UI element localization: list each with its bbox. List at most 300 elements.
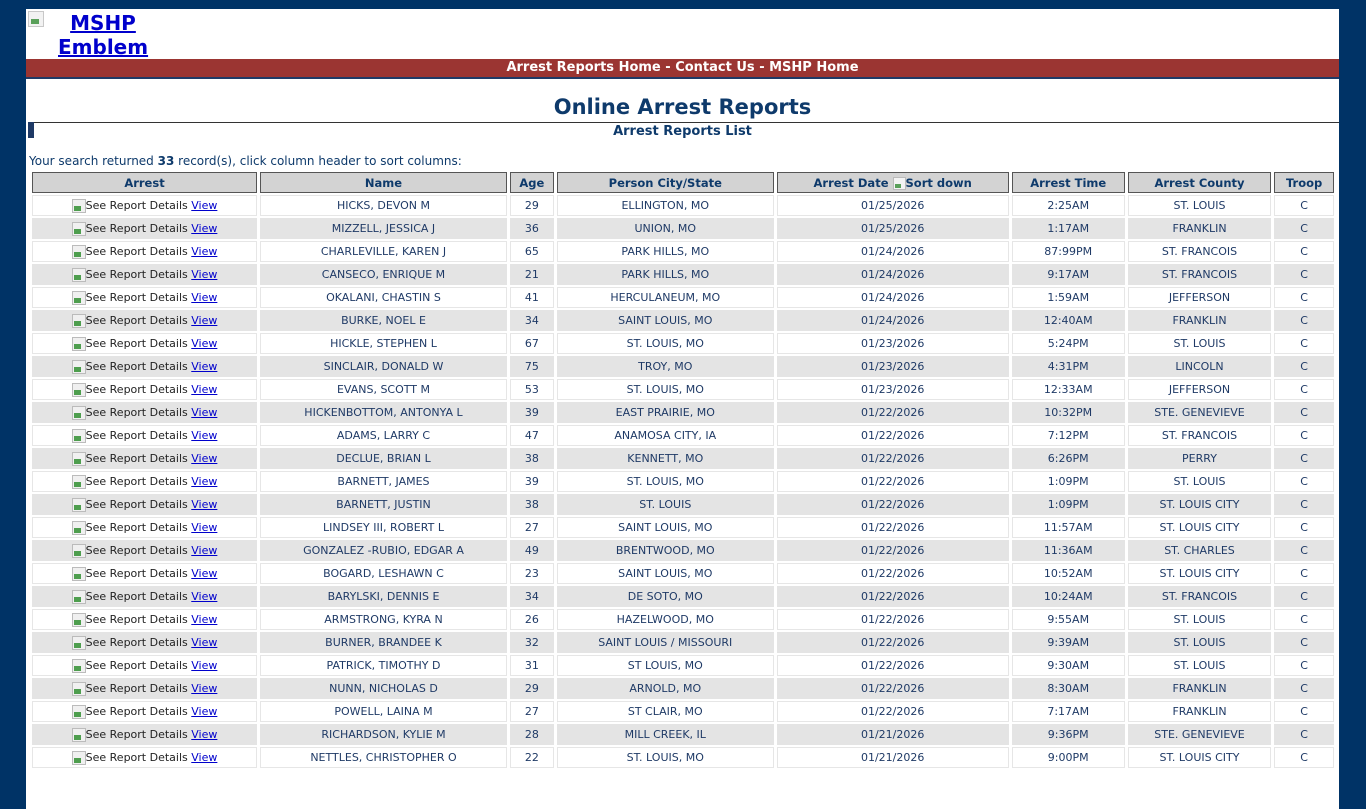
arrest-time-cell: 9:55AM xyxy=(1012,609,1125,630)
report-details-alt-text: See Report Details xyxy=(85,704,188,718)
arrest-time-cell: 5:24PM xyxy=(1012,333,1125,354)
name-cell: PATRICK, TIMOTHY D xyxy=(260,655,507,676)
name-cell: ARMSTRONG, KYRA N xyxy=(260,609,507,630)
age-cell: 32 xyxy=(510,632,554,653)
table-row xyxy=(32,517,1334,538)
arrest-date-cell: 01/23/2026 xyxy=(777,356,1009,377)
view-report-link[interactable]: View xyxy=(191,543,218,557)
arrest-time-cell: 9:30AM xyxy=(1012,655,1125,676)
age-cell: 65 xyxy=(510,241,554,262)
arrest-time-cell: 10:24AM xyxy=(1012,586,1125,607)
arrest-cell xyxy=(32,678,257,699)
report-details-alt-text: See Report Details xyxy=(85,290,188,304)
troop-cell: C xyxy=(1274,747,1334,768)
table-row xyxy=(32,333,1334,354)
age-cell: 31 xyxy=(510,655,554,676)
nav-mshp-home[interactable]: MSHP Home xyxy=(769,60,859,75)
table-row xyxy=(32,586,1334,607)
top-nav-bar xyxy=(26,59,1339,79)
view-report-link[interactable]: View xyxy=(191,589,218,603)
name-cell: BARNETT, JAMES xyxy=(260,471,507,492)
troop-cell: C xyxy=(1274,494,1334,515)
age-cell: 29 xyxy=(510,195,554,216)
broken-image-icon xyxy=(28,11,44,27)
table-row xyxy=(32,195,1334,216)
column-header-arrest-county[interactable]: Arrest County xyxy=(1128,172,1271,193)
report-details-icon xyxy=(72,475,86,489)
arrest-cell xyxy=(32,540,257,561)
arrest-cell xyxy=(32,655,257,676)
report-details-icon xyxy=(72,337,86,351)
report-details-icon xyxy=(72,429,86,443)
troop-cell: C xyxy=(1274,333,1334,354)
age-cell: 29 xyxy=(510,678,554,699)
view-report-link[interactable]: View xyxy=(191,658,218,672)
column-header-arrest-date[interactable] xyxy=(777,172,1009,193)
name-cell: BURKE, NOEL E xyxy=(260,310,507,331)
sort-down-icon xyxy=(893,177,906,190)
city-state-cell: ST CLAIR, MO xyxy=(557,701,774,722)
report-details-icon xyxy=(72,567,86,581)
age-cell: 27 xyxy=(510,701,554,722)
arrest-county-cell: ST. LOUIS xyxy=(1128,195,1271,216)
name-cell: SINCLAIR, DONALD W xyxy=(260,356,507,377)
report-details-alt-text: See Report Details xyxy=(85,451,188,465)
view-report-link[interactable]: View xyxy=(191,313,218,327)
arrest-date-cell: 01/22/2026 xyxy=(777,678,1009,699)
arrest-cell xyxy=(32,195,257,216)
report-details-alt-text: See Report Details xyxy=(85,727,188,741)
arrest-county-cell: ST. LOUIS CITY xyxy=(1128,747,1271,768)
arrest-time-cell: 4:31PM xyxy=(1012,356,1125,377)
arrest-cell xyxy=(32,218,257,239)
name-cell: LINDSEY III, ROBERT L xyxy=(260,517,507,538)
age-cell: 67 xyxy=(510,333,554,354)
arrest-time-cell: 7:12PM xyxy=(1012,425,1125,446)
arrest-date-cell: 01/24/2026 xyxy=(777,241,1009,262)
arrest-county-cell: ST. FRANCOIS xyxy=(1128,264,1271,285)
report-details-icon xyxy=(72,590,86,604)
record-count: 33 xyxy=(157,154,175,168)
arrest-county-cell: JEFFERSON xyxy=(1128,379,1271,400)
view-report-link[interactable]: View xyxy=(191,497,218,511)
table-row xyxy=(32,655,1334,676)
age-cell: 26 xyxy=(510,609,554,630)
arrest-county-cell: LINCOLN xyxy=(1128,356,1271,377)
arrest-county-cell: PERRY xyxy=(1128,448,1271,469)
report-details-alt-text: See Report Details xyxy=(85,382,188,396)
troop-cell: C xyxy=(1274,632,1334,653)
arrest-cell xyxy=(32,701,257,722)
report-details-icon xyxy=(72,268,86,282)
age-cell: 23 xyxy=(510,563,554,584)
arrest-county-cell: ST. LOUIS xyxy=(1128,655,1271,676)
arrest-cell xyxy=(32,425,257,446)
report-details-icon xyxy=(72,682,86,696)
table-body xyxy=(32,195,1334,768)
view-report-link[interactable]: View xyxy=(191,359,218,373)
arrest-county-cell: ST. LOUIS CITY xyxy=(1128,563,1271,584)
report-details-alt-text: See Report Details xyxy=(85,566,188,580)
report-details-icon xyxy=(72,199,86,213)
arrest-date-cell: 01/22/2026 xyxy=(777,471,1009,492)
column-header-troop[interactable]: Troop xyxy=(1274,172,1334,193)
arrest-time-cell: 8:30AM xyxy=(1012,678,1125,699)
name-cell: NETTLES, CHRISTOPHER O xyxy=(260,747,507,768)
view-report-link[interactable]: View xyxy=(191,520,218,534)
name-cell: MIZZELL, JESSICA J xyxy=(260,218,507,239)
report-details-alt-text: See Report Details xyxy=(85,750,188,764)
city-state-cell: ANAMOSA CITY, IA xyxy=(557,425,774,446)
view-report-link[interactable]: View xyxy=(191,612,218,626)
city-state-cell: DE SOTO, MO xyxy=(557,586,774,607)
age-cell: 34 xyxy=(510,586,554,607)
name-cell: BOGARD, LESHAWN C xyxy=(260,563,507,584)
arrest-date-cell: 01/22/2026 xyxy=(777,494,1009,515)
arrest-time-cell: 6:26PM xyxy=(1012,448,1125,469)
age-cell: 39 xyxy=(510,471,554,492)
page-title: Online Arrest Reports xyxy=(553,95,812,119)
table-row xyxy=(32,264,1334,285)
age-cell: 22 xyxy=(510,747,554,768)
nav-contact-us[interactable]: Contact Us xyxy=(675,60,755,75)
arrest-cell xyxy=(32,724,257,745)
arrest-cell xyxy=(32,632,257,653)
report-details-alt-text: See Report Details xyxy=(85,336,188,350)
city-state-cell: ST. LOUIS, MO xyxy=(557,379,774,400)
table-row xyxy=(32,402,1334,423)
arrest-date-cell: 01/22/2026 xyxy=(777,448,1009,469)
city-state-cell: UNION, MO xyxy=(557,218,774,239)
report-details-icon xyxy=(72,544,86,558)
arrest-date-cell: 01/22/2026 xyxy=(777,632,1009,653)
arrest-county-cell: ST. CHARLES xyxy=(1128,540,1271,561)
view-report-link[interactable]: View xyxy=(191,244,218,258)
view-report-link[interactable]: View xyxy=(191,474,218,488)
arrest-county-cell: ST. LOUIS xyxy=(1128,632,1271,653)
table-row xyxy=(32,287,1334,308)
arrest-time-cell: 87:99PM xyxy=(1012,241,1125,262)
table-row xyxy=(32,540,1334,561)
arrest-county-cell: JEFFERSON xyxy=(1128,287,1271,308)
arrest-cell xyxy=(32,241,257,262)
arrest-cell xyxy=(32,517,257,538)
table-row xyxy=(32,747,1334,768)
age-cell: 27 xyxy=(510,517,554,538)
troop-cell: C xyxy=(1274,540,1334,561)
troop-cell: C xyxy=(1274,287,1334,308)
arrest-county-cell: ST. FRANCOIS xyxy=(1128,586,1271,607)
name-cell: BARYLSKI, DENNIS E xyxy=(260,586,507,607)
troop-cell: C xyxy=(1274,402,1334,423)
table-header-row xyxy=(32,172,1334,193)
view-report-link[interactable]: View xyxy=(191,451,218,465)
arrest-county-cell: FRANKLIN xyxy=(1128,678,1271,699)
arrest-time-cell: 1:17AM xyxy=(1012,218,1125,239)
view-report-link[interactable]: View xyxy=(191,405,218,419)
report-details-alt-text: See Report Details xyxy=(85,635,188,649)
city-state-cell: HERCULANEUM, MO xyxy=(557,287,774,308)
table-row xyxy=(32,701,1334,722)
name-cell: POWELL, LAINA M xyxy=(260,701,507,722)
city-state-cell: BRENTWOOD, MO xyxy=(557,540,774,561)
report-details-icon xyxy=(72,521,86,535)
name-cell: HICKLE, STEPHEN L xyxy=(260,333,507,354)
city-state-cell: SAINT LOUIS, MO xyxy=(557,310,774,331)
view-report-link[interactable]: View xyxy=(191,635,218,649)
troop-cell: C xyxy=(1274,264,1334,285)
summary-suffix: record(s), click column header to sort columns: xyxy=(174,154,462,168)
report-details-alt-text: See Report Details xyxy=(85,428,188,442)
report-details-alt-text: See Report Details xyxy=(85,474,188,488)
report-details-alt-text: See Report Details xyxy=(85,359,188,373)
age-cell: 53 xyxy=(510,379,554,400)
table-row xyxy=(32,678,1334,699)
city-state-cell: ST. LOUIS xyxy=(557,494,774,515)
column-header-arrest-time[interactable]: Arrest Time xyxy=(1012,172,1125,193)
report-details-icon xyxy=(72,613,86,627)
age-cell: 38 xyxy=(510,448,554,469)
table-row xyxy=(32,379,1334,400)
view-report-link[interactable]: View xyxy=(191,290,218,304)
arrest-cell xyxy=(32,747,257,768)
table-row xyxy=(32,724,1334,745)
arrest-time-cell: 9:00PM xyxy=(1012,747,1125,768)
name-cell: CHARLEVILLE, KAREN J xyxy=(260,241,507,262)
report-details-alt-text: See Report Details xyxy=(85,543,188,557)
troop-cell: C xyxy=(1274,379,1334,400)
arrest-county-cell: STE. GENEVIEVE xyxy=(1128,724,1271,745)
table-row xyxy=(32,563,1334,584)
arrest-time-cell: 2:25AM xyxy=(1012,195,1125,216)
troop-cell: C xyxy=(1274,655,1334,676)
table-row xyxy=(32,356,1334,377)
arrest-date-cell: 01/22/2026 xyxy=(777,402,1009,423)
name-cell: BARNETT, JUSTIN xyxy=(260,494,507,515)
arrest-date-cell: 01/21/2026 xyxy=(777,724,1009,745)
column-header-name[interactable]: Name xyxy=(260,172,507,193)
city-state-cell: PARK HILLS, MO xyxy=(557,241,774,262)
arrest-date-cell: 01/24/2026 xyxy=(777,310,1009,331)
mshp-emblem-link[interactable]: MSHP Emblem xyxy=(58,11,149,59)
sort-down-alt-text: Sort down xyxy=(905,175,972,190)
arrest-county-cell: ST. FRANCOIS xyxy=(1128,425,1271,446)
report-details-alt-text: See Report Details xyxy=(85,244,188,258)
table-row xyxy=(32,448,1334,469)
report-details-alt-text: See Report Details xyxy=(85,198,188,212)
report-details-icon xyxy=(72,751,86,765)
arrest-time-cell: 10:32PM xyxy=(1012,402,1125,423)
report-details-icon xyxy=(72,383,86,397)
view-report-link[interactable]: View xyxy=(191,704,218,718)
column-header-arrest[interactable]: Arrest xyxy=(32,172,257,193)
troop-cell: C xyxy=(1274,241,1334,262)
column-header-age[interactable]: Age xyxy=(510,172,554,193)
age-cell: 47 xyxy=(510,425,554,446)
report-details-icon xyxy=(72,498,86,512)
arrest-date-cell: 01/22/2026 xyxy=(777,701,1009,722)
view-report-link[interactable]: View xyxy=(191,566,218,580)
troop-cell: C xyxy=(1274,724,1334,745)
report-details-icon xyxy=(72,314,86,328)
arrest-date-cell: 01/23/2026 xyxy=(777,333,1009,354)
arrest-time-cell: 9:36PM xyxy=(1012,724,1125,745)
troop-cell: C xyxy=(1274,425,1334,446)
nav-separator: - xyxy=(754,60,770,75)
name-cell: BURNER, BRANDEE K xyxy=(260,632,507,653)
arrest-county-cell: ST. LOUIS xyxy=(1128,333,1271,354)
troop-cell: C xyxy=(1274,586,1334,607)
age-cell: 49 xyxy=(510,540,554,561)
report-details-icon xyxy=(72,636,86,650)
arrest-date-cell: 01/24/2026 xyxy=(777,287,1009,308)
page-subtitle: Arrest Reports List xyxy=(613,124,752,139)
city-state-cell: KENNETT, MO xyxy=(557,448,774,469)
age-cell: 21 xyxy=(510,264,554,285)
arrest-cell xyxy=(32,264,257,285)
city-state-cell: SAINT LOUIS, MO xyxy=(557,563,774,584)
view-report-link[interactable]: View xyxy=(191,198,218,212)
table-row xyxy=(32,241,1334,262)
age-cell: 38 xyxy=(510,494,554,515)
arrest-date-cell: 01/22/2026 xyxy=(777,655,1009,676)
report-details-alt-text: See Report Details xyxy=(85,313,188,327)
arrest-cell xyxy=(32,448,257,469)
arrest-county-cell: ST. FRANCOIS xyxy=(1128,241,1271,262)
arrest-time-cell: 11:36AM xyxy=(1012,540,1125,561)
age-cell: 75 xyxy=(510,356,554,377)
arrest-cell xyxy=(32,563,257,584)
view-report-link[interactable]: View xyxy=(191,221,218,235)
city-state-cell: ST. LOUIS, MO xyxy=(557,747,774,768)
city-state-cell: ARNOLD, MO xyxy=(557,678,774,699)
arrest-cell xyxy=(32,356,257,377)
arrest-time-cell: 7:17AM xyxy=(1012,701,1125,722)
table-row xyxy=(32,425,1334,446)
city-state-cell: HAZELWOOD, MO xyxy=(557,609,774,630)
city-state-cell: ST. LOUIS, MO xyxy=(557,333,774,354)
arrest-time-cell: 9:39AM xyxy=(1012,632,1125,653)
table-row xyxy=(32,218,1334,239)
arrest-cell xyxy=(32,402,257,423)
troop-cell: C xyxy=(1274,678,1334,699)
report-details-icon xyxy=(72,705,86,719)
arrest-time-cell: 1:59AM xyxy=(1012,287,1125,308)
arrest-date-cell: 01/21/2026 xyxy=(777,747,1009,768)
arrest-county-cell: ST. LOUIS xyxy=(1128,609,1271,630)
city-state-cell: EAST PRAIRIE, MO xyxy=(557,402,774,423)
troop-cell: C xyxy=(1274,310,1334,331)
report-details-alt-text: See Report Details xyxy=(85,221,188,235)
name-cell: HICKENBOTTOM, ANTONYA L xyxy=(260,402,507,423)
report-details-icon xyxy=(72,222,86,236)
arrest-time-cell: 10:52AM xyxy=(1012,563,1125,584)
city-state-cell: ST. LOUIS, MO xyxy=(557,471,774,492)
age-cell: 39 xyxy=(510,402,554,423)
report-details-alt-text: See Report Details xyxy=(85,612,188,626)
view-report-link[interactable]: View xyxy=(191,750,218,764)
arrest-date-cell: 01/22/2026 xyxy=(777,609,1009,630)
report-details-alt-text: See Report Details xyxy=(85,520,188,534)
arrest-date-cell: 01/25/2026 xyxy=(777,218,1009,239)
name-cell: GONZALEZ -RUBIO, EDGAR A xyxy=(260,540,507,561)
arrest-reports-table xyxy=(29,170,1337,770)
arrest-date-cell: 01/22/2026 xyxy=(777,540,1009,561)
name-cell: HICKS, DEVON M xyxy=(260,195,507,216)
arrest-cell xyxy=(32,494,257,515)
view-report-link[interactable]: View xyxy=(191,428,218,442)
arrest-county-cell: STE. GENEVIEVE xyxy=(1128,402,1271,423)
report-details-icon xyxy=(72,659,86,673)
view-report-link[interactable]: View xyxy=(191,336,218,350)
name-cell: OKALANI, CHASTIN S xyxy=(260,287,507,308)
arrest-cell xyxy=(32,287,257,308)
troop-cell: C xyxy=(1274,356,1334,377)
arrest-county-cell: FRANKLIN xyxy=(1128,218,1271,239)
name-cell: NUNN, NICHOLAS D xyxy=(260,678,507,699)
arrest-county-cell: FRANKLIN xyxy=(1128,310,1271,331)
city-state-cell: PARK HILLS, MO xyxy=(557,264,774,285)
search-summary xyxy=(29,154,462,168)
city-state-cell: SAINT LOUIS / MISSOURI xyxy=(557,632,774,653)
troop-cell: C xyxy=(1274,701,1334,722)
report-details-alt-text: See Report Details xyxy=(85,497,188,511)
column-header-city-state[interactable]: Person City/State xyxy=(557,172,774,193)
arrest-county-cell: ST. LOUIS CITY xyxy=(1128,517,1271,538)
logo-area xyxy=(26,9,1339,59)
arrest-date-cell: 01/22/2026 xyxy=(777,586,1009,607)
name-cell: RICHARDSON, KYLIE M xyxy=(260,724,507,745)
name-cell: ADAMS, LARRY C xyxy=(260,425,507,446)
view-report-link[interactable]: View xyxy=(191,382,218,396)
page-container xyxy=(26,9,1339,809)
view-report-link[interactable]: View xyxy=(191,267,218,281)
view-report-link[interactable]: View xyxy=(191,727,218,741)
table-row xyxy=(32,494,1334,515)
arrest-date-cell: 01/23/2026 xyxy=(777,379,1009,400)
troop-cell: C xyxy=(1274,517,1334,538)
troop-cell: C xyxy=(1274,563,1334,584)
age-cell: 34 xyxy=(510,310,554,331)
nav-arrest-reports-home[interactable]: Arrest Reports Home xyxy=(506,60,661,75)
arrest-time-cell: 9:17AM xyxy=(1012,264,1125,285)
arrest-time-cell: 1:09PM xyxy=(1012,494,1125,515)
arrest-time-cell: 1:09PM xyxy=(1012,471,1125,492)
report-details-icon xyxy=(72,728,86,742)
report-details-icon xyxy=(72,406,86,420)
arrest-time-cell: 12:40AM xyxy=(1012,310,1125,331)
name-cell: EVANS, SCOTT M xyxy=(260,379,507,400)
age-cell: 41 xyxy=(510,287,554,308)
arrest-date-cell: 01/22/2026 xyxy=(777,517,1009,538)
name-cell: DECLUE, BRIAN L xyxy=(260,448,507,469)
arrest-time-cell: 12:33AM xyxy=(1012,379,1125,400)
view-report-link[interactable]: View xyxy=(191,681,218,695)
table-row xyxy=(32,310,1334,331)
report-details-alt-text: See Report Details xyxy=(85,658,188,672)
city-state-cell: TROY, MO xyxy=(557,356,774,377)
report-details-icon xyxy=(72,245,86,259)
report-details-icon xyxy=(72,452,86,466)
report-details-alt-text: See Report Details xyxy=(85,267,188,281)
table-row xyxy=(32,609,1334,630)
name-cell: CANSECO, ENRIQUE M xyxy=(260,264,507,285)
troop-cell: C xyxy=(1274,195,1334,216)
report-details-alt-text: See Report Details xyxy=(85,681,188,695)
arrest-cell xyxy=(32,609,257,630)
table-row xyxy=(32,632,1334,653)
age-cell: 36 xyxy=(510,218,554,239)
